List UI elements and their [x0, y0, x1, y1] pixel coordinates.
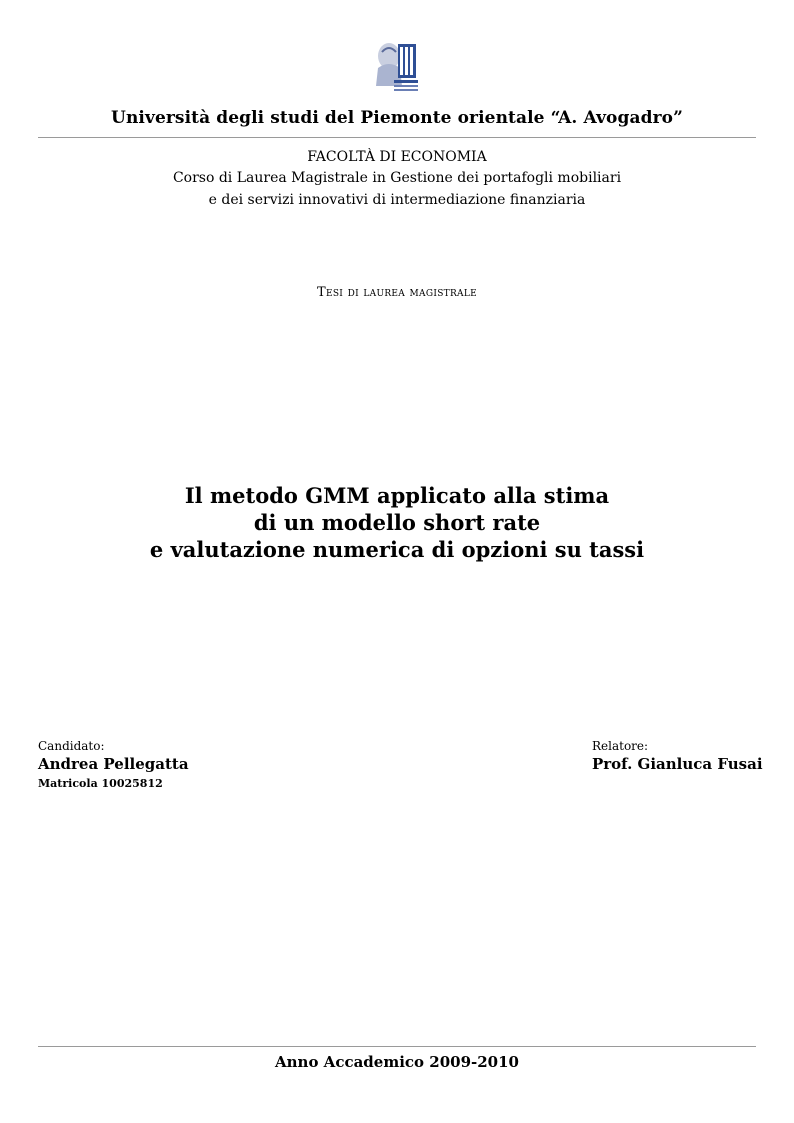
university-logo	[372, 38, 422, 96]
thesis-title-line-1: Il metodo GMM applicato alla stima	[184, 483, 610, 508]
footer-divider	[38, 1046, 756, 1047]
thesis-title-line-2: di un modello short rate	[253, 510, 541, 535]
header-divider	[38, 137, 756, 138]
candidate-name: Andrea Pellegatta	[38, 755, 189, 773]
thesis-type: Tesi di laurea magistrale	[317, 285, 477, 300]
candidate-label: Candidato:	[38, 739, 105, 753]
supervisor-name: Prof. Gianluca Fusai	[592, 755, 763, 773]
supervisor-label: Relatore:	[592, 739, 649, 753]
thesis-title-line-3: e valutazione numerica di opzioni su tassi	[149, 537, 645, 562]
course-line-2: e dei servizi innovativi di intermediazione finanziaria	[208, 192, 586, 208]
faculty-name: FACOLTÀ DI ECONOMIA	[307, 149, 487, 165]
candidate-matricola: Matricola 10025812	[38, 777, 163, 790]
university-name: Università degli studi del Piemonte orientale “A. Avogadro”	[111, 108, 683, 128]
course-line-1: Corso di Laurea Magistrale in Gestione dei portafogli mobiliari	[172, 170, 622, 186]
thesis-title	[0, 482, 794, 563]
academic-year: Anno Accademico 2009-2010	[275, 1053, 519, 1071]
